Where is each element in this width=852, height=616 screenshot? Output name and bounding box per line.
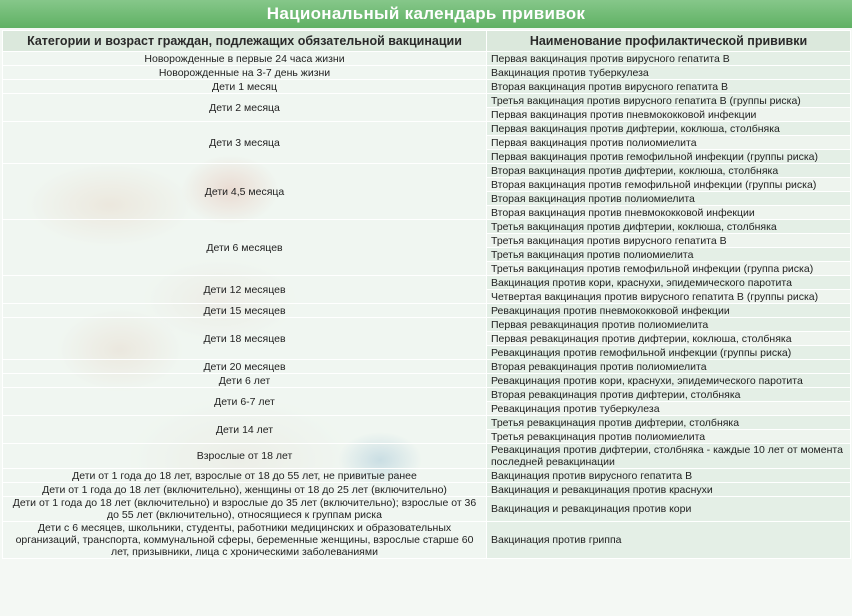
table-row <box>3 94 851 108</box>
table-row <box>3 66 851 80</box>
table-row <box>3 416 851 430</box>
vaccine-cell: Вакцинация и ревакцинация против краснухи <box>487 483 851 497</box>
category-cell: Дети 12 месяцев <box>3 276 487 304</box>
page-title: Национальный календарь прививок <box>0 0 852 28</box>
vaccine-cell: Вакцинация и ревакцинация против кори <box>487 497 851 522</box>
table-row <box>3 80 851 94</box>
category-cell: Дети 15 месяцев <box>3 304 487 318</box>
table-row <box>3 483 851 497</box>
table-row <box>3 522 851 559</box>
table-header-row <box>3 31 851 52</box>
vaccine-cell: Первая вакцинация против пневмококковой инфекции <box>487 108 851 122</box>
vaccine-cell: Ревакцинация против пневмококковой инфекции <box>487 304 851 318</box>
category-cell: Дети 4,5 месяца <box>3 164 487 220</box>
vaccine-cell: Первая вакцинация против полиомиелита <box>487 136 851 150</box>
vaccine-cell: Третья ревакцинация против полиомиелита <box>487 430 851 444</box>
category-cell: Дети с 6 месяцев, школьники, студенты, работники медицинских и образовательных организаций, транспорта, коммунальной сферы, беременные женщины, взрослые старше 60 лет, призывники, лица с хроническими заболеваниями <box>3 522 487 559</box>
table-body <box>3 52 851 559</box>
vaccine-cell: Вторая вакцинация против пневмококковой инфекции <box>487 206 851 220</box>
vaccine-cell: Третья вакцинация против гемофильной инфекции (группа риска) <box>487 262 851 276</box>
category-cell: Дети 3 месяца <box>3 122 487 164</box>
vaccine-cell: Вторая вакцинация против гемофильной инфекции (группы риска) <box>487 178 851 192</box>
vaccine-cell: Третья вакцинация против вирусного гепатита В (группы риска) <box>487 94 851 108</box>
category-cell: Дети 2 месяца <box>3 94 487 122</box>
vaccine-cell: Первая вакцинация против дифтерии, коклюша, столбняка <box>487 122 851 136</box>
table-row <box>3 52 851 66</box>
vaccine-cell: Первая ревакцинация против дифтерии, коклюша, столбняка <box>487 332 851 346</box>
table-row <box>3 318 851 332</box>
table-row <box>3 469 851 483</box>
category-cell: Дети 14 лет <box>3 416 487 444</box>
vaccine-cell: Вторая вакцинация против дифтерии, коклюша, столбняка <box>487 164 851 178</box>
category-cell: Взрослые от 18 лет <box>3 444 487 469</box>
vaccine-cell: Вакцинация против вирусного гепатита В <box>487 469 851 483</box>
category-cell: Дети от 1 года до 18 лет (включительно), женщины от 18 до 25 лет (включительно) <box>3 483 487 497</box>
vaccine-cell: Первая ревакцинация против полиомиелита <box>487 318 851 332</box>
category-cell: Дети 20 месяцев <box>3 360 487 374</box>
vaccine-cell: Третья вакцинация против полиомиелита <box>487 248 851 262</box>
vaccine-cell: Вакцинация против гриппа <box>487 522 851 559</box>
vaccine-cell: Ревакцинация против кори, краснухи, эпидемического паротита <box>487 374 851 388</box>
vaccine-cell: Первая вакцинация против гемофильной инфекции (группы риска) <box>487 150 851 164</box>
category-column-header: Категории и возраст граждан, подлежащих обязательной вакцинации <box>3 31 487 52</box>
table-row <box>3 497 851 522</box>
vaccine-column-header: Наименование профилактической прививки <box>487 31 851 52</box>
category-cell: Новорожденные в первые 24 часа жизни <box>3 52 487 66</box>
vaccine-cell: Первая вакцинация против вирусного гепатита В <box>487 52 851 66</box>
table-row <box>3 164 851 178</box>
category-cell: Дети 6 месяцев <box>3 220 487 276</box>
vaccine-cell: Вторая вакцинация против полиомиелита <box>487 192 851 206</box>
table-row <box>3 304 851 318</box>
category-cell: Дети от 1 года до 18 лет, взрослые от 18 до 55 лет, не привитые ранее <box>3 469 487 483</box>
category-cell: Новорожденные на 3-7 день жизни <box>3 66 487 80</box>
category-cell: Дети от 1 года до 18 лет (включительно) и взрослые до 35 лет (включительно); взрослые от 36 до 55 лет (включительно), относящиеся к группам риска <box>3 497 487 522</box>
vaccine-cell: Ревакцинация против дифтерии, столбняка - каждые 10 лет от момента последней ревакцинации <box>487 444 851 469</box>
table-row <box>3 388 851 402</box>
table-row <box>3 360 851 374</box>
vaccine-cell: Четвертая вакцинация против вирусного гепатита В (группы риска) <box>487 290 851 304</box>
category-cell: Дети 6 лет <box>3 374 487 388</box>
vaccine-cell: Третья ревакцинация против дифтерии, столбняка <box>487 416 851 430</box>
vaccine-cell: Вакцинация против кори, краснухи, эпидемического паротита <box>487 276 851 290</box>
vaccine-cell: Вторая ревакцинация против дифтерии, столбняка <box>487 388 851 402</box>
vaccine-cell: Третья вакцинация против дифтерии, коклюша, столбняка <box>487 220 851 234</box>
table-row <box>3 444 851 469</box>
category-cell: Дети 1 месяц <box>3 80 487 94</box>
vaccine-cell: Вакцинация против туберкулеза <box>487 66 851 80</box>
table-row <box>3 374 851 388</box>
vaccine-cell: Третья вакцинация против вирусного гепатита В <box>487 234 851 248</box>
table-row <box>3 122 851 136</box>
vaccine-cell: Вторая ревакцинация против полиомиелита <box>487 360 851 374</box>
vaccine-cell: Ревакцинация против гемофильной инфекции (группы риска) <box>487 346 851 360</box>
vaccine-cell: Ревакцинация против туберкулеза <box>487 402 851 416</box>
vaccination-table <box>2 30 851 559</box>
category-cell: Дети 18 месяцев <box>3 318 487 360</box>
category-cell: Дети 6-7 лет <box>3 388 487 416</box>
table-row <box>3 276 851 290</box>
vaccine-cell: Вторая вакцинация против вирусного гепатита В <box>487 80 851 94</box>
table-row <box>3 220 851 234</box>
